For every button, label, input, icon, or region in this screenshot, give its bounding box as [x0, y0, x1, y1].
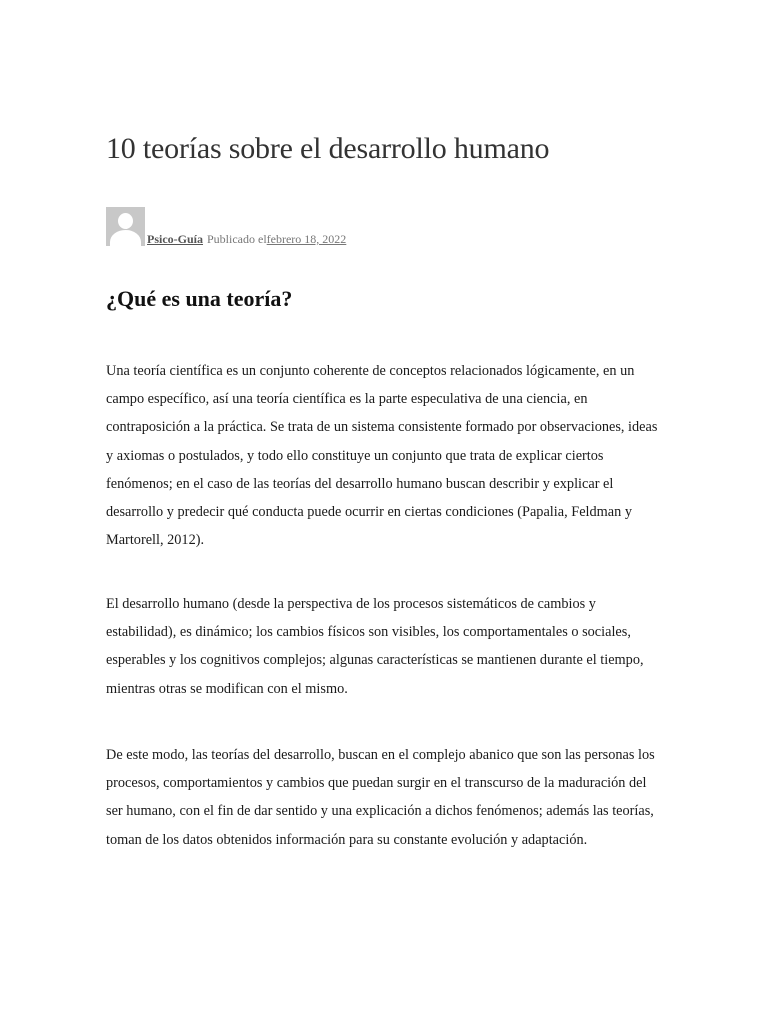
published-label: Publicado el — [207, 232, 267, 246]
author-link[interactable]: Psico-Guía — [147, 232, 203, 246]
avatar-body — [110, 230, 141, 246]
paragraph-3: De este modo, las teorías del desarrollo, buscan en el complejo abanico que son las personas los procesos, comportamientos y cambios que puedan surgir en el transcurso de la maduración del ser humano, con el fin de dar sentido y una explicación a dichos fenómenos; además las teorías, toman de los datos obtenidos información para su constante evolución y adaptación. — [106, 747, 655, 848]
byline — [106, 204, 346, 246]
page-title: 10 teorías sobre el desarrollo humano — [106, 132, 550, 165]
section-heading: ¿Qué es una teoría? — [106, 286, 293, 311]
byline-text — [147, 232, 346, 246]
published-date-link[interactable]: febrero 18, 2022 — [266, 232, 347, 246]
avatar-icon[interactable] — [106, 207, 145, 246]
paragraph-1: Una teoría científica es un conjunto coherente de conceptos relacionados lógicamente, en un campo específico, así una teoría científica es la parte especulativa de una ciencia, en contraposición a la práctica. Se trata de un sistema consistente formado por observaciones, ideas y axiomas o postulados, y todo ello constituye un conjunto que trata de explicar ciertos fenómenos; en el caso de las teorías del desarrollo humano buscan describir y explicar el desarrollo y predecir qué conducta puede ocurrir en ciertas condiciones (Papalia, Feldman y Martorell, 2012). — [106, 363, 658, 549]
paragraph-2: El desarrollo humano (desde la perspectiva de los procesos sistemáticos de cambios y estabilidad), es dinámico; los cambios físicos son visibles, los comportamentales o sociales, esperables y los cognitivos complejos; algunas características se mantienen durante el tiempo, mientras otras se modifican con el mismo. — [106, 596, 644, 697]
avatar-head — [118, 213, 133, 229]
